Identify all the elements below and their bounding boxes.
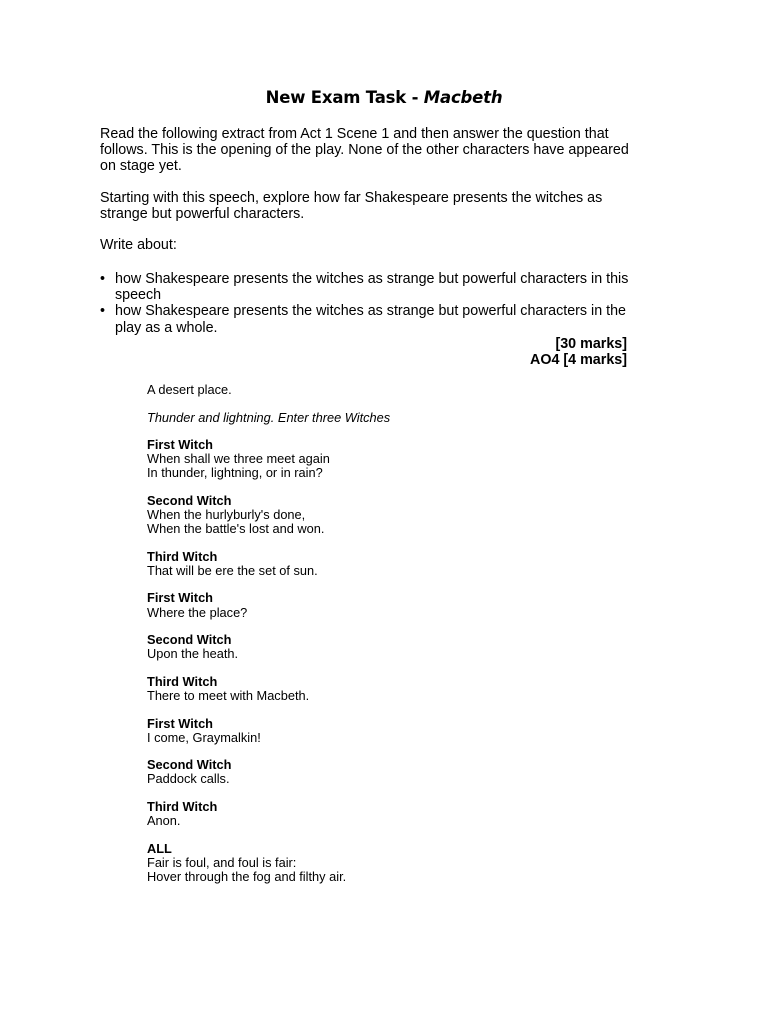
speech-line: When shall we three meet again — [147, 451, 330, 467]
speech-line: Where the place? — [147, 604, 248, 620]
speaker-name: Second Witch — [147, 757, 232, 773]
speech-line: I come, Graymalkin! — [147, 729, 261, 745]
speech-block — [147, 633, 627, 661]
speaker-name: First Witch — [147, 715, 214, 731]
task-bullet-text: how Shakespeare presents the witches as strange but powerful characters in this speech — [115, 271, 629, 304]
speech-block — [147, 591, 627, 619]
speech-block — [147, 675, 627, 703]
speech-block — [147, 800, 627, 828]
speaker-name: Second Witch — [147, 632, 232, 648]
title-text: New Exam Task - — [265, 88, 424, 107]
speech-block — [147, 842, 627, 884]
task-bullet-item — [100, 303, 630, 335]
speech-line: That will be ere the set of sun. — [147, 562, 318, 578]
speech-line: Hover through the fog and filthy air. — [147, 868, 347, 884]
speaker-name: ALL — [147, 840, 172, 856]
speaker-name: Third Witch — [147, 798, 218, 814]
speech-line: Fair is foul, and foul is fair: — [147, 854, 297, 870]
speech-line: Upon the heath. — [147, 646, 239, 662]
speech-line: Paddock calls. — [147, 771, 230, 787]
speech-line: When the hurlyburly's done, — [147, 507, 306, 523]
play-extract — [147, 383, 627, 897]
speaker-name: Third Witch — [147, 673, 218, 689]
speech-block — [147, 438, 627, 480]
task-bullet-text: how Shakespeare presents the witches as strange but powerful characters in the play as a whole. — [115, 303, 627, 336]
total-marks: [30 marks] — [555, 336, 627, 352]
speaker-name: Third Witch — [147, 548, 218, 564]
speech-list — [147, 438, 627, 884]
speech-block — [147, 494, 627, 536]
intro-paragraph: Read the following extract from Act 1 Scene 1 and then answer the question that follows. This is the opening of the play. None of the other characters have appeared on stage yet. — [100, 126, 629, 175]
write-about-label: Write about: — [100, 237, 177, 253]
stage-direction: Thunder and lightning. Enter three Witches — [147, 409, 391, 425]
speech-block — [147, 758, 627, 786]
speech-line: When the battle's lost and won. — [147, 521, 325, 537]
scene-setting: A desert place. — [147, 382, 232, 397]
speaker-name: First Witch — [147, 437, 214, 453]
speech-line: Anon. — [147, 812, 181, 828]
speaker-name: First Witch — [147, 590, 214, 606]
speaker-name: Second Witch — [147, 492, 232, 508]
speech-line: There to meet with Macbeth. — [147, 687, 310, 703]
bullet-icon: • — [100, 303, 106, 320]
speech-line: In thunder, lightning, or in rain? — [147, 465, 323, 481]
bullet-icon: • — [100, 271, 106, 287]
task-bullet-item — [100, 271, 630, 303]
page-title — [0, 88, 768, 107]
title-play-name: Macbeth — [423, 88, 503, 107]
task-paragraph: Starting with this speech, explore how far Shakespeare presents the witches as strange but powerful characters. — [100, 190, 603, 223]
speech-block — [147, 717, 627, 745]
ao4-marks: AO4 [4 marks] — [530, 352, 627, 368]
task-bullet-list — [100, 271, 630, 336]
speech-block — [147, 550, 627, 578]
